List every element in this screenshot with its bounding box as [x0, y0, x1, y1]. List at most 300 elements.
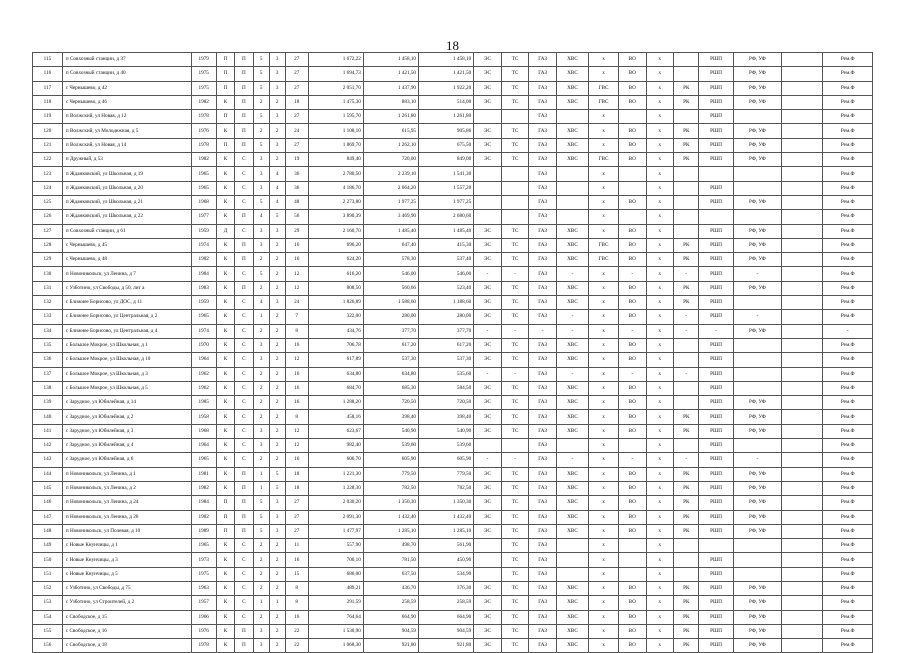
table-cell: с Узботино, ул Строителей, д 2	[62, 596, 191, 610]
table-cell: ВО	[618, 581, 646, 595]
table-cell: ТС	[501, 224, 529, 238]
table-cell: РФ, УФ	[733, 596, 781, 610]
table-cell: 1	[253, 467, 269, 481]
table-cell: РШП	[699, 338, 733, 352]
table-cell: РШП	[699, 138, 733, 152]
table-cell: 2	[253, 124, 269, 138]
table-cell: К	[216, 296, 234, 310]
table-cell: РФ, УФ	[733, 281, 781, 295]
table-cell: 1976	[191, 124, 216, 138]
table-cell: ХВС	[556, 138, 588, 152]
table-cell: 126	[33, 210, 63, 224]
table-cell: -	[474, 324, 502, 338]
table-cell: ХВС	[556, 124, 588, 138]
table-cell: ХВС	[556, 381, 588, 395]
table-cell: х	[646, 481, 674, 495]
table-row	[33, 410, 873, 424]
table-cell: х	[646, 567, 674, 581]
table-cell	[733, 296, 781, 310]
table-cell: 16	[285, 381, 308, 395]
table-cell: ГАЗ	[529, 581, 557, 595]
table-cell: ВО	[618, 310, 646, 324]
table-cell: С	[235, 539, 253, 553]
table-row	[33, 181, 873, 195]
table-cell: 2	[269, 581, 285, 595]
table-cell: -	[823, 324, 873, 338]
table-cell: ЭС	[474, 53, 502, 67]
table-cell: ЭС	[474, 396, 502, 410]
table-cell: ВО	[618, 253, 646, 267]
table-cell: 1 432,40	[419, 510, 474, 524]
table-cell: 56	[285, 210, 308, 224]
table-cell: ЭС	[474, 610, 502, 624]
table-cell: РК	[674, 424, 699, 438]
table-cell: 4	[269, 195, 285, 209]
table-cell: 16	[285, 453, 308, 467]
table-cell: 5	[253, 524, 269, 538]
table-cell: 3	[253, 224, 269, 238]
table-cell: РШП	[699, 524, 733, 538]
table-cell: п Совхозный станции, д 61	[62, 224, 191, 238]
table-cell: РФ, УФ	[733, 53, 781, 67]
table-cell: 1 188,60	[419, 296, 474, 310]
table-cell: 1973	[191, 553, 216, 567]
table-cell: 376,30	[419, 581, 474, 595]
table-cell: ТС	[501, 310, 529, 324]
table-cell: 18	[285, 467, 308, 481]
table-cell: РФ, УФ	[733, 138, 781, 152]
table-cell: х	[589, 481, 619, 495]
table-cell: с Чернышево, д 46	[62, 95, 191, 109]
table-cell: х	[589, 324, 619, 338]
table-cell: 1975	[191, 67, 216, 81]
table-cell: С	[235, 310, 253, 324]
table-cell: 22	[285, 624, 308, 638]
table-cell: С	[235, 224, 253, 238]
table-cell: х	[589, 167, 619, 181]
table-cell: -	[501, 267, 529, 281]
table-cell: ЭС	[474, 296, 502, 310]
table-cell: 3	[253, 181, 269, 195]
table-cell: 135	[33, 338, 63, 352]
table-cell: РК	[674, 624, 699, 638]
table-cell: Рем.Ф	[823, 496, 873, 510]
table-cell: 2	[253, 581, 269, 595]
table-cell: х	[646, 439, 674, 453]
table-cell: РШП	[699, 610, 733, 624]
table-cell: 883,10	[363, 95, 418, 109]
table-cell: 1	[253, 310, 269, 324]
table-cell: 139	[33, 396, 63, 410]
table-cell: 2	[269, 639, 285, 653]
table-cell: ТС	[501, 524, 529, 538]
table-cell: ХВС	[556, 496, 588, 510]
table-cell: -	[674, 310, 699, 324]
table-row	[33, 367, 873, 381]
table-cell: 1 288,20	[308, 396, 363, 410]
table-cell: 22	[285, 639, 308, 653]
table-cell: х	[646, 553, 674, 567]
table-cell: 12	[285, 439, 308, 453]
table-cell: Рем.Ф	[823, 610, 873, 624]
table-cell: х	[646, 639, 674, 653]
table-cell: 3	[253, 439, 269, 453]
table-cell: ГАЗ	[529, 553, 557, 567]
table-cell: К	[216, 238, 234, 252]
table-cell	[782, 124, 823, 138]
table-row	[33, 281, 873, 295]
table-cell: ГАЗ	[529, 95, 557, 109]
table-cell: Рем.Ф	[823, 453, 873, 467]
table-row	[33, 496, 873, 510]
table-cell: К	[216, 338, 234, 352]
table-cell: ХВС	[556, 338, 588, 352]
table-cell: 415,30	[419, 238, 474, 252]
table-cell: 560,66	[363, 281, 418, 295]
table-cell: ГАЗ	[529, 138, 557, 152]
table-cell	[699, 539, 733, 553]
table-cell: П	[216, 510, 234, 524]
table-cell: 637,50	[363, 567, 418, 581]
table-cell: 605,90	[419, 453, 474, 467]
table-cell: ЭС	[474, 481, 502, 495]
table-cell	[782, 367, 823, 381]
table-cell: С	[235, 195, 253, 209]
table-cell: 143	[33, 453, 63, 467]
table-cell	[674, 353, 699, 367]
table-cell: 489,21	[308, 581, 363, 595]
table-cell: х	[646, 381, 674, 395]
table-cell: РК	[674, 496, 699, 510]
table-cell: 2	[253, 396, 269, 410]
table-cell: ГАЗ	[529, 510, 557, 524]
table-cell: с Ближнее Борисово, ул ДОС, д 11	[62, 296, 191, 310]
table-cell: -	[674, 453, 699, 467]
table-cell: п Волжский, ул Новая, д 14	[62, 138, 191, 152]
table-cell: ХВС	[556, 639, 588, 653]
table-cell: -	[501, 453, 529, 467]
table-cell: 132	[33, 296, 63, 310]
table-cell: ТС	[501, 153, 529, 167]
table-cell: РШП	[699, 467, 733, 481]
table-cell: 1965	[191, 181, 216, 195]
table-cell: ЭС	[474, 238, 502, 252]
table-cell: РШП	[699, 453, 733, 467]
table-cell: -	[674, 324, 699, 338]
table-row	[33, 110, 873, 124]
table-cell: с Узботино, ул Свободы, д 75	[62, 581, 191, 595]
table-cell: -	[674, 267, 699, 281]
table-row	[33, 439, 873, 453]
table-cell	[474, 195, 502, 209]
table-cell: ВО	[618, 338, 646, 352]
table-cell: С	[235, 610, 253, 624]
table-cell: 2 780,50	[308, 167, 363, 181]
table-cell: РК	[674, 95, 699, 109]
table-cell: 3	[253, 238, 269, 252]
table-cell: 322,00	[308, 310, 363, 324]
table-cell: 1959	[191, 224, 216, 238]
table-cell	[556, 167, 588, 181]
table-cell: К	[216, 624, 234, 638]
table-cell: РШП	[699, 496, 733, 510]
table-cell: 258,59	[363, 596, 418, 610]
housing-register-table	[32, 52, 873, 653]
table-cell: РФ, УФ	[733, 238, 781, 252]
table-cell: К	[216, 439, 234, 453]
table-cell: РФ, УФ	[733, 67, 781, 81]
table-cell: РФ, УФ	[733, 253, 781, 267]
table-cell: х	[589, 624, 619, 638]
table-cell: Рем.Ф	[823, 310, 873, 324]
table-cell: Рем.Ф	[823, 95, 873, 109]
table-cell: П	[235, 253, 253, 267]
table-cell: 137	[33, 367, 63, 381]
table-cell: С	[235, 567, 253, 581]
table-cell	[474, 439, 502, 453]
table-cell: 700,10	[308, 553, 363, 567]
table-cell: РФ, УФ	[733, 639, 781, 653]
table-cell: РФ, УФ	[733, 524, 781, 538]
table-cell: х	[589, 195, 619, 209]
table-cell: 434,76	[308, 324, 363, 338]
table-cell: ХВС	[556, 95, 588, 109]
table-cell: 24	[285, 296, 308, 310]
table-cell: х	[646, 596, 674, 610]
table-cell: РФ, УФ	[733, 153, 781, 167]
table-cell: 48	[285, 195, 308, 209]
table-cell: П	[235, 481, 253, 495]
table-cell	[618, 210, 646, 224]
table-cell: х	[589, 424, 619, 438]
table-cell: П	[235, 81, 253, 95]
table-cell: 905,86	[419, 124, 474, 138]
table-cell	[556, 439, 588, 453]
table-cell: ГАЗ	[529, 167, 557, 181]
table-cell: ТС	[501, 553, 529, 567]
table-cell: с Чернышево, д 42	[62, 81, 191, 95]
table-cell: ГАЗ	[529, 310, 557, 324]
table-cell: 134	[33, 324, 63, 338]
table-cell: 1977	[191, 210, 216, 224]
table-cell: 155	[33, 624, 63, 638]
table-cell: Рем.Ф	[823, 181, 873, 195]
table-cell	[674, 553, 699, 567]
table-cell: ВО	[618, 610, 646, 624]
table-cell: ГАЗ	[529, 567, 557, 581]
table-cell: 5	[253, 195, 269, 209]
table-cell: ВО	[618, 81, 646, 95]
table-cell: п Волжский, ул Новая, д 12	[62, 110, 191, 124]
table-cell: К	[216, 424, 234, 438]
table-cell: ЭС	[474, 138, 502, 152]
table-cell: ГВС	[589, 153, 619, 167]
table-cell: К	[216, 181, 234, 195]
table-cell	[782, 210, 823, 224]
table-cell: РШП	[699, 639, 733, 653]
table-cell: 720,00	[363, 153, 418, 167]
table-cell	[556, 110, 588, 124]
table-cell: 921,80	[363, 639, 418, 653]
table-cell	[674, 195, 699, 209]
table-cell: 131	[33, 281, 63, 295]
table-cell: 154	[33, 610, 63, 624]
table-cell: П	[235, 496, 253, 510]
table-cell: 1 350,30	[363, 496, 418, 510]
table-cell: 148	[33, 524, 63, 538]
table-cell	[733, 353, 781, 367]
table-cell: ВО	[618, 381, 646, 395]
table-cell: 133	[33, 310, 63, 324]
table-cell: 27	[285, 67, 308, 81]
table-cell: ХВС	[556, 581, 588, 595]
table-cell: П	[235, 95, 253, 109]
table-cell	[782, 224, 823, 238]
table-cell: ГАЗ	[529, 153, 557, 167]
table-cell	[782, 253, 823, 267]
table-cell: -	[556, 310, 588, 324]
table-cell: 1 261,80	[419, 110, 474, 124]
table-cell: ТС	[501, 567, 529, 581]
table-cell	[501, 210, 529, 224]
table-cell: ГВС	[589, 81, 619, 95]
table-cell: п Жданковский, ул Школьная, д 20	[62, 181, 191, 195]
table-cell	[782, 510, 823, 524]
table-cell: К	[216, 353, 234, 367]
table-cell: ТС	[501, 624, 529, 638]
table-cell	[556, 210, 588, 224]
table-cell: -	[733, 267, 781, 281]
table-cell: ГАЗ	[529, 195, 557, 209]
table-cell: 291,59	[308, 596, 363, 610]
table-cell: 5	[253, 496, 269, 510]
table-cell: 1966	[191, 610, 216, 624]
table-cell: 2	[253, 567, 269, 581]
table-cell: 1974	[191, 238, 216, 252]
table-cell: п Новоникольск, ул Ленина, д 24	[62, 496, 191, 510]
table-cell: х	[589, 310, 619, 324]
table-cell: 16	[285, 367, 308, 381]
table-cell: 1965	[191, 310, 216, 324]
table-cell: ЭС	[474, 624, 502, 638]
table-cell: с Большое Мокрое, ул Школьная, д 5	[62, 381, 191, 395]
table-cell: 1 458,10	[363, 53, 418, 67]
table-cell: Рем.Ф	[823, 53, 873, 67]
table-cell	[733, 539, 781, 553]
table-cell: ТС	[501, 338, 529, 352]
table-row	[33, 353, 873, 367]
table-cell: ГАЗ	[529, 639, 557, 653]
table-cell: 2	[269, 95, 285, 109]
table-cell: РФ, УФ	[733, 624, 781, 638]
table-cell: С	[235, 296, 253, 310]
table-cell: 849,00	[419, 153, 474, 167]
table-cell: 5	[253, 67, 269, 81]
table-cell: ЭС	[474, 639, 502, 653]
table-cell: -	[556, 453, 588, 467]
table-cell: -	[474, 453, 502, 467]
table-cell: Рем.Ф	[823, 224, 873, 238]
table-cell: РК	[674, 467, 699, 481]
table-cell: 720,50	[419, 396, 474, 410]
table-cell: С	[235, 167, 253, 181]
table-cell: 1962	[191, 381, 216, 395]
table-cell: ВО	[618, 510, 646, 524]
table-cell: 1964	[191, 353, 216, 367]
table-cell: Рем.Ф	[823, 253, 873, 267]
table-cell: 8	[285, 581, 308, 595]
table-cell: х	[589, 496, 619, 510]
table-cell: 1985	[191, 396, 216, 410]
table-cell	[782, 53, 823, 67]
table-cell: 782,50	[419, 481, 474, 495]
table-cell: С	[235, 181, 253, 195]
table-cell: ГАЗ	[529, 67, 557, 81]
table-row	[33, 396, 873, 410]
table-cell: х	[646, 581, 674, 595]
table-cell: ХВС	[556, 153, 588, 167]
table-cell: 3 469,90	[363, 210, 418, 224]
table-cell: х	[646, 238, 674, 252]
table-cell: 27	[285, 81, 308, 95]
table-cell: 122	[33, 153, 63, 167]
table-row	[33, 138, 873, 152]
table-cell: С	[235, 267, 253, 281]
table-cell: п Новоникольск, ул Полевая, д 10	[62, 524, 191, 538]
table-cell: ГАЗ	[529, 181, 557, 195]
table-row	[33, 524, 873, 538]
table-cell: 2	[269, 553, 285, 567]
table-cell: ЭС	[474, 153, 502, 167]
table-cell: 2 051,70	[308, 81, 363, 95]
table-cell: 18	[285, 481, 308, 495]
table-cell: -	[618, 453, 646, 467]
table-cell: П	[235, 67, 253, 81]
table-cell: -	[556, 324, 588, 338]
table-cell: 540,90	[363, 424, 418, 438]
table-cell: К	[216, 210, 234, 224]
table-cell: 1	[269, 596, 285, 610]
table-cell: 1978	[191, 110, 216, 124]
table-cell: х	[646, 496, 674, 510]
table-cell: РШП	[699, 410, 733, 424]
table-cell	[782, 481, 823, 495]
table-cell: ВО	[618, 424, 646, 438]
table-cell: 634,80	[308, 367, 363, 381]
table-cell: ТС	[501, 467, 529, 481]
table-cell: ХВС	[556, 481, 588, 495]
table-cell	[782, 424, 823, 438]
table-cell: ГАЗ	[529, 439, 557, 453]
table-cell: ВО	[618, 53, 646, 67]
table-cell: 3	[253, 639, 269, 653]
table-cell: х	[646, 296, 674, 310]
table-cell: 1 557,20	[419, 181, 474, 195]
table-cell	[782, 95, 823, 109]
table-cell: 684,70	[308, 381, 363, 395]
table-cell: Рем.Ф	[823, 195, 873, 209]
table-cell: ЭС	[474, 581, 502, 595]
table-cell: х	[646, 624, 674, 638]
table-cell: 664,90	[419, 610, 474, 624]
table-cell: К	[216, 539, 234, 553]
table-cell: ЭС	[474, 410, 502, 424]
table-cell: с Большое Мокрое, ул Школьная, д 10	[62, 353, 191, 367]
table-cell: Рем.Ф	[823, 138, 873, 152]
table-cell	[674, 53, 699, 67]
table-row	[33, 267, 873, 281]
table-cell: РК	[674, 238, 699, 252]
